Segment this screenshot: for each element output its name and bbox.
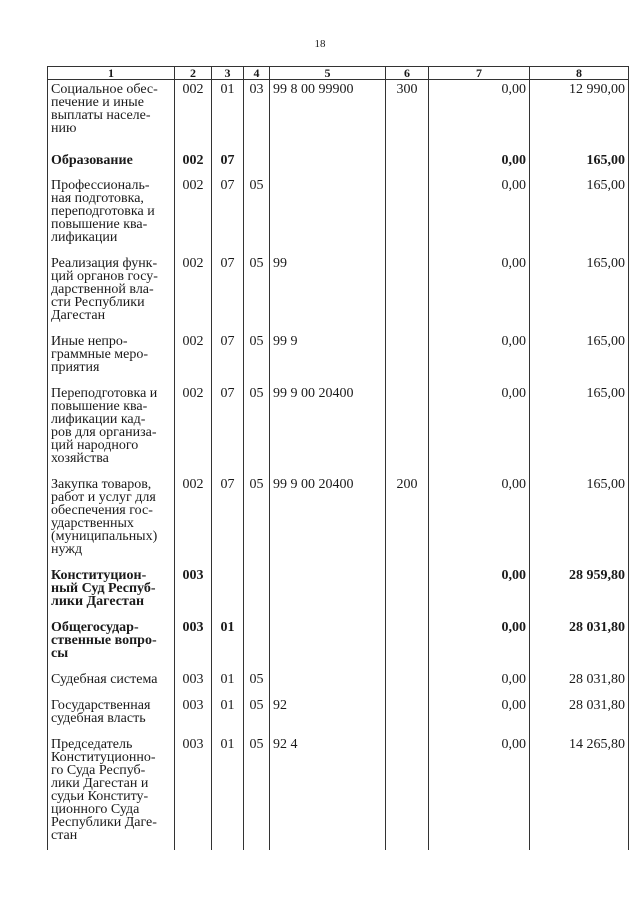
table-row	[48, 696, 629, 735]
subsection-cell	[244, 566, 270, 618]
subsection-cell: 03	[244, 80, 270, 151]
section-cell: 07	[212, 475, 244, 566]
amount-cell: 0,00	[429, 475, 530, 566]
section-cell: 07	[212, 176, 244, 254]
admin-code-cell: 002	[175, 384, 212, 475]
row-name-cell: Профессиональ- ная подготовка, переподготовка и повышение ква- лификации	[48, 176, 175, 254]
column-header: 7	[429, 67, 530, 80]
amount-total-cell: 12 990,00	[530, 80, 629, 151]
admin-code-cell: 002	[175, 254, 212, 332]
row-name-cell: Иные непро- граммные меро- приятия	[48, 332, 175, 384]
expense-type-cell	[386, 735, 429, 850]
section-cell: 01	[212, 735, 244, 850]
target-article-cell: 99	[270, 254, 386, 332]
section-cell: 07	[212, 332, 244, 384]
amount-total-cell: 165,00	[530, 254, 629, 332]
table-row	[48, 384, 629, 475]
amount-cell: 0,00	[429, 735, 530, 850]
row-name-cell: Реализация функ- ций органов госу- дарственной вла- сти Республики Дагестан	[48, 254, 175, 332]
table-body	[48, 80, 629, 850]
column-header: 8	[530, 67, 629, 80]
row-name-cell: Председатель Конституционно- го Суда Респуб- лики Дагестан и судьи Конститу- ционного Суда Республики Даге- стан	[48, 735, 175, 850]
subsection-cell: 05	[244, 670, 270, 696]
subsection-cell: 05	[244, 475, 270, 566]
target-article-cell	[270, 176, 386, 254]
amount-total-cell: 165,00	[530, 332, 629, 384]
admin-code-cell: 003	[175, 735, 212, 850]
row-name-cell: Закупка товаров, работ и услуг для обеспечения гос- ударственных (муниципальных) нужд	[48, 475, 175, 566]
expense-type-cell	[386, 696, 429, 735]
column-header: 4	[244, 67, 270, 80]
table-row	[48, 332, 629, 384]
amount-cell: 0,00	[429, 696, 530, 735]
expense-type-cell	[386, 332, 429, 384]
target-article-cell: 99 9 00 20400	[270, 475, 386, 566]
amount-cell: 0,00	[429, 254, 530, 332]
section-cell: 01	[212, 696, 244, 735]
table-row	[48, 475, 629, 566]
row-name-cell: Образование	[48, 151, 175, 176]
section-cell: 01	[212, 618, 244, 670]
amount-total-cell: 165,00	[530, 151, 629, 176]
column-header: 3	[212, 67, 244, 80]
section-cell: 07	[212, 151, 244, 176]
amount-cell: 0,00	[429, 151, 530, 176]
subsection-cell: 05	[244, 176, 270, 254]
row-name-cell: Конституцион- ный Суд Респуб- лики Дагестан	[48, 566, 175, 618]
table-row	[48, 618, 629, 670]
amount-cell: 0,00	[429, 566, 530, 618]
row-name-cell: Общегосудар- ственные вопро- сы	[48, 618, 175, 670]
admin-code-cell: 002	[175, 176, 212, 254]
expense-type-cell	[386, 151, 429, 176]
table-header-row	[48, 67, 629, 80]
expense-type-cell	[386, 670, 429, 696]
subsection-cell	[244, 618, 270, 670]
amount-total-cell: 165,00	[530, 475, 629, 566]
amount-total-cell: 28 031,80	[530, 618, 629, 670]
admin-code-cell: 003	[175, 696, 212, 735]
target-article-cell: 99 8 00 99900	[270, 80, 386, 151]
table-row	[48, 80, 629, 151]
admin-code-cell: 003	[175, 566, 212, 618]
table-row	[48, 735, 629, 850]
amount-total-cell: 28 959,80	[530, 566, 629, 618]
target-article-cell	[270, 566, 386, 618]
expense-type-cell: 200	[386, 475, 429, 566]
amount-total-cell: 165,00	[530, 176, 629, 254]
target-article-cell	[270, 151, 386, 176]
table-row	[48, 176, 629, 254]
amount-total-cell: 28 031,80	[530, 670, 629, 696]
target-article-cell: 99 9	[270, 332, 386, 384]
target-article-cell	[270, 670, 386, 696]
admin-code-cell: 003	[175, 618, 212, 670]
amount-cell: 0,00	[429, 80, 530, 151]
target-article-cell: 92 4	[270, 735, 386, 850]
section-cell: 01	[212, 80, 244, 151]
amount-cell: 0,00	[429, 332, 530, 384]
subsection-cell: 05	[244, 696, 270, 735]
amount-cell: 0,00	[429, 670, 530, 696]
column-header: 1	[48, 67, 175, 80]
admin-code-cell: 002	[175, 475, 212, 566]
amount-cell: 0,00	[429, 618, 530, 670]
table-row	[48, 151, 629, 176]
expense-type-cell: 300	[386, 80, 429, 151]
table-row	[48, 566, 629, 618]
target-article-cell: 92	[270, 696, 386, 735]
subsection-cell: 05	[244, 254, 270, 332]
amount-total-cell: 14 265,80	[530, 735, 629, 850]
row-name-cell: Социальное обес- печение и иные выплаты населе- нию	[48, 80, 175, 151]
row-name-cell: Судебная система	[48, 670, 175, 696]
admin-code-cell: 003	[175, 670, 212, 696]
amount-total-cell: 165,00	[530, 384, 629, 475]
section-cell: 01	[212, 670, 244, 696]
admin-code-cell: 002	[175, 332, 212, 384]
row-name-cell: Переподготовка и повышение ква- лификации кад- ров для организа- ций народного хозяйства	[48, 384, 175, 475]
column-header: 5	[270, 67, 386, 80]
expense-type-cell	[386, 254, 429, 332]
expense-type-cell	[386, 384, 429, 475]
subsection-cell	[244, 151, 270, 176]
page-number: 18	[314, 38, 326, 50]
target-article-cell	[270, 618, 386, 670]
amount-total-cell: 28 031,80	[530, 696, 629, 735]
column-header: 2	[175, 67, 212, 80]
column-header: 6	[386, 67, 429, 80]
expense-type-cell	[386, 176, 429, 254]
expense-type-cell	[386, 618, 429, 670]
subsection-cell: 05	[244, 332, 270, 384]
target-article-cell: 99 9 00 20400	[270, 384, 386, 475]
subsection-cell: 05	[244, 735, 270, 850]
amount-cell: 0,00	[429, 384, 530, 475]
section-cell	[212, 566, 244, 618]
table-row	[48, 254, 629, 332]
section-cell: 07	[212, 254, 244, 332]
admin-code-cell: 002	[175, 80, 212, 151]
subsection-cell: 05	[244, 384, 270, 475]
expense-type-cell	[386, 566, 429, 618]
budget-table	[47, 66, 629, 850]
amount-cell: 0,00	[429, 176, 530, 254]
table-row	[48, 670, 629, 696]
section-cell: 07	[212, 384, 244, 475]
row-name-cell: Государственная судебная власть	[48, 696, 175, 735]
admin-code-cell: 002	[175, 151, 212, 176]
